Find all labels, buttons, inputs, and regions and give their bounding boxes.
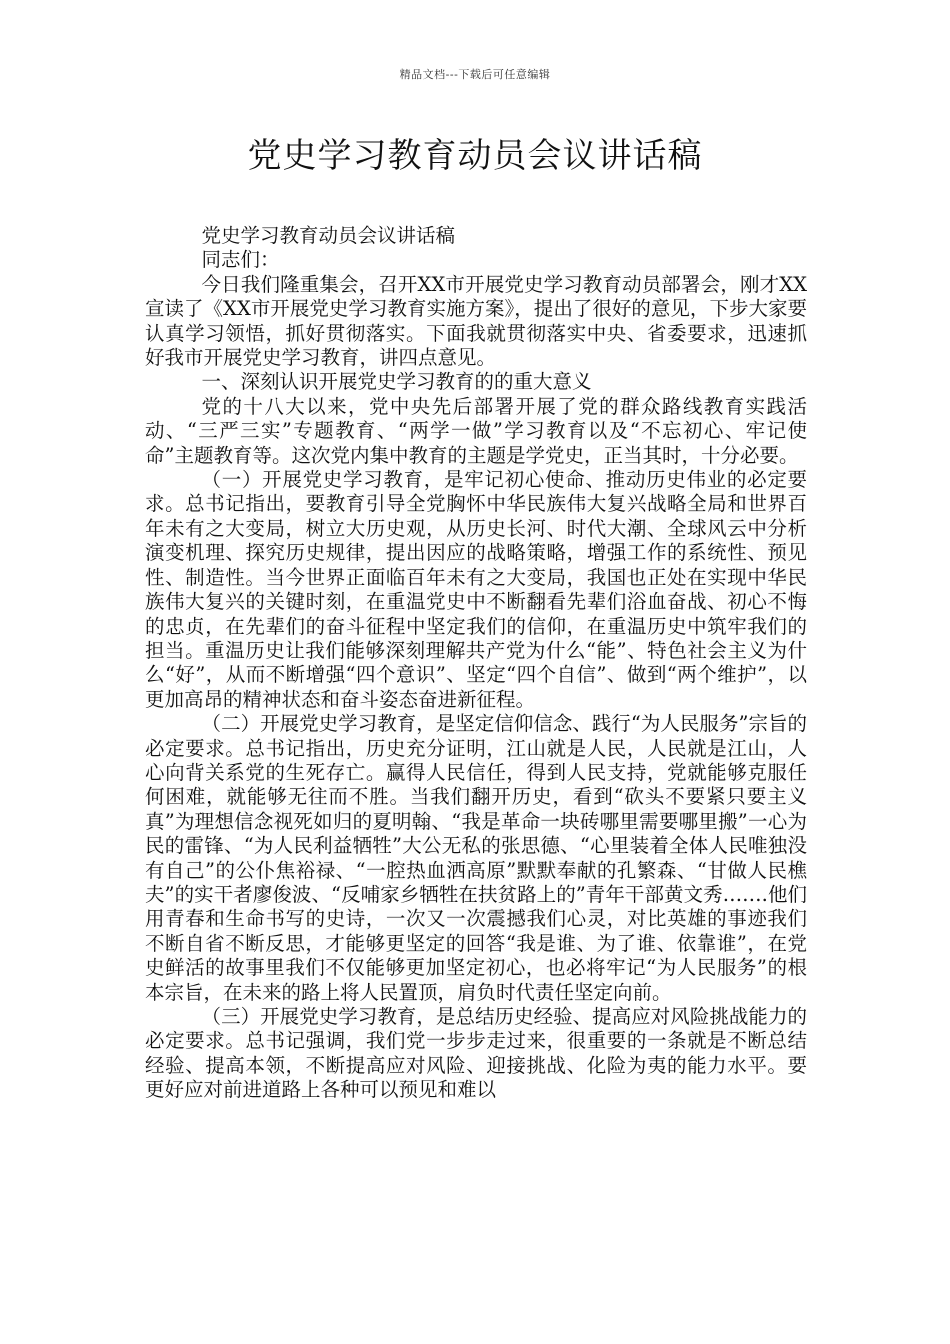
body-subtitle: 党史学习教育动员会议讲话稿 (201, 224, 456, 247)
document-body (145, 224, 807, 1103)
opening-paragraph: 今日我们隆重集会，召开XX市开展党史学习教育动员部署会，刚才XX宣读了《XX市开展党史学习教育实施方案》，提出了很好的意见，下步大家要认真学习领悟，抓好贯彻落实。下面我就贯彻落实中央、省委要求，迅速抓好我市开展党史学习教育，讲四点意见。 (145, 272, 807, 370)
section-intro-paragraph: 党的十八大以来，党中央先后部署开展了党的群众路线教育实践活动、“三严三实”专题教育、“两学一做”学习教育以及“不忘初心、牢记使命”主题教育等。这次党内集中教育的主题是学党史，正当其时，十分必要。 (145, 394, 807, 467)
point-2-paragraph: （二）开展党史学习教育，是坚定信仰信念、践行“为人民服务”宗旨的必定要求。总书记指出，历史充分证明，江山就是人民，人民就是江山，人心向背关系党的生死存亡。赢得人民信任，得到人民支持，党就能够克服任何困难，就能够无往而不胜。当我们翻开历史，看到“砍头不要紧只要主义真”为理想信念视死如归的夏明翰、“我是革命一块砖哪里需要哪里搬”一心为民的雷锋、“为人民利益牺牲”大公无私的张思德、“心里装着全体人民唯独没有自己”的公仆焦裕禄、“一腔热血洒高原”默默奉献的孔繁森、“甘做人民樵夫”的实干者廖俊波、“反哺家乡牺牲在扶贫路上的”青年干部黄文秀…….他们用青春和生命书写的史诗，一次又一次震撼我们心灵，对比英雄的事迹我们不断自省不断反思，才能够更坚定的回答“我是谁、为了谁、依靠谁”，在党史鲜活的故事里我们不仅能够更加坚定初心，也必将牢记“为人民服务”的根本宗旨，在未来的路上将人民置顶，肩负时代责任坚定向前。 (145, 712, 807, 1004)
point-3-paragraph: （三）开展党史学习教育，是总结历史经验、提高应对风险挑战能力的必定要求。总书记强调，我们党一步步走过来，很重要的一条就是不断总结经验、提高本领，不断提高应对风险、迎接挑战、化险为夷的能力水平。要更好应对前进道路上各种可以预见和难以 (145, 1005, 807, 1102)
salutation: 同志们： (201, 248, 280, 272)
section-heading-1: 一、深刻认识开展党史学习教育的的重大意义 (201, 370, 592, 394)
point-1-paragraph: （一）开展党史学习教育，是牢记初心使命、推动历史伟业的必定要求。总书记指出，要教育引导全党胸怀中华民族伟大复兴战略全局和世界百年未有之大变局，树立大历史观，从历史长河、时代大潮、全球风云中分析演变机理、探究历史规律，提出因应的战略策略，增强工作的系统性、预见性、制造性。当今世界正面临百年未有之大变局，我国也正处在实现中华民族伟大复兴的关键时刻，在重温党史中不断翻看先辈们浴血奋战、初心不悔的忠贞，在先辈们的奋斗征程中坚定我们的信仰，在重温历史中筑牢我们的担当。重温历史让我们能够深刻理解共产党为什么“能”、特色社会主义为什么“好”，从而不断增强“四个意识”、坚定“四个自信”、做到“两个维护”，以更加高昂的精神状态和奋斗姿态奋进新征程。 (145, 468, 807, 711)
document-title: 党史学习教育动员会议讲话稿 (247, 136, 703, 176)
page-header-note: 精品文档---下载后可任意编辑 (399, 68, 551, 81)
